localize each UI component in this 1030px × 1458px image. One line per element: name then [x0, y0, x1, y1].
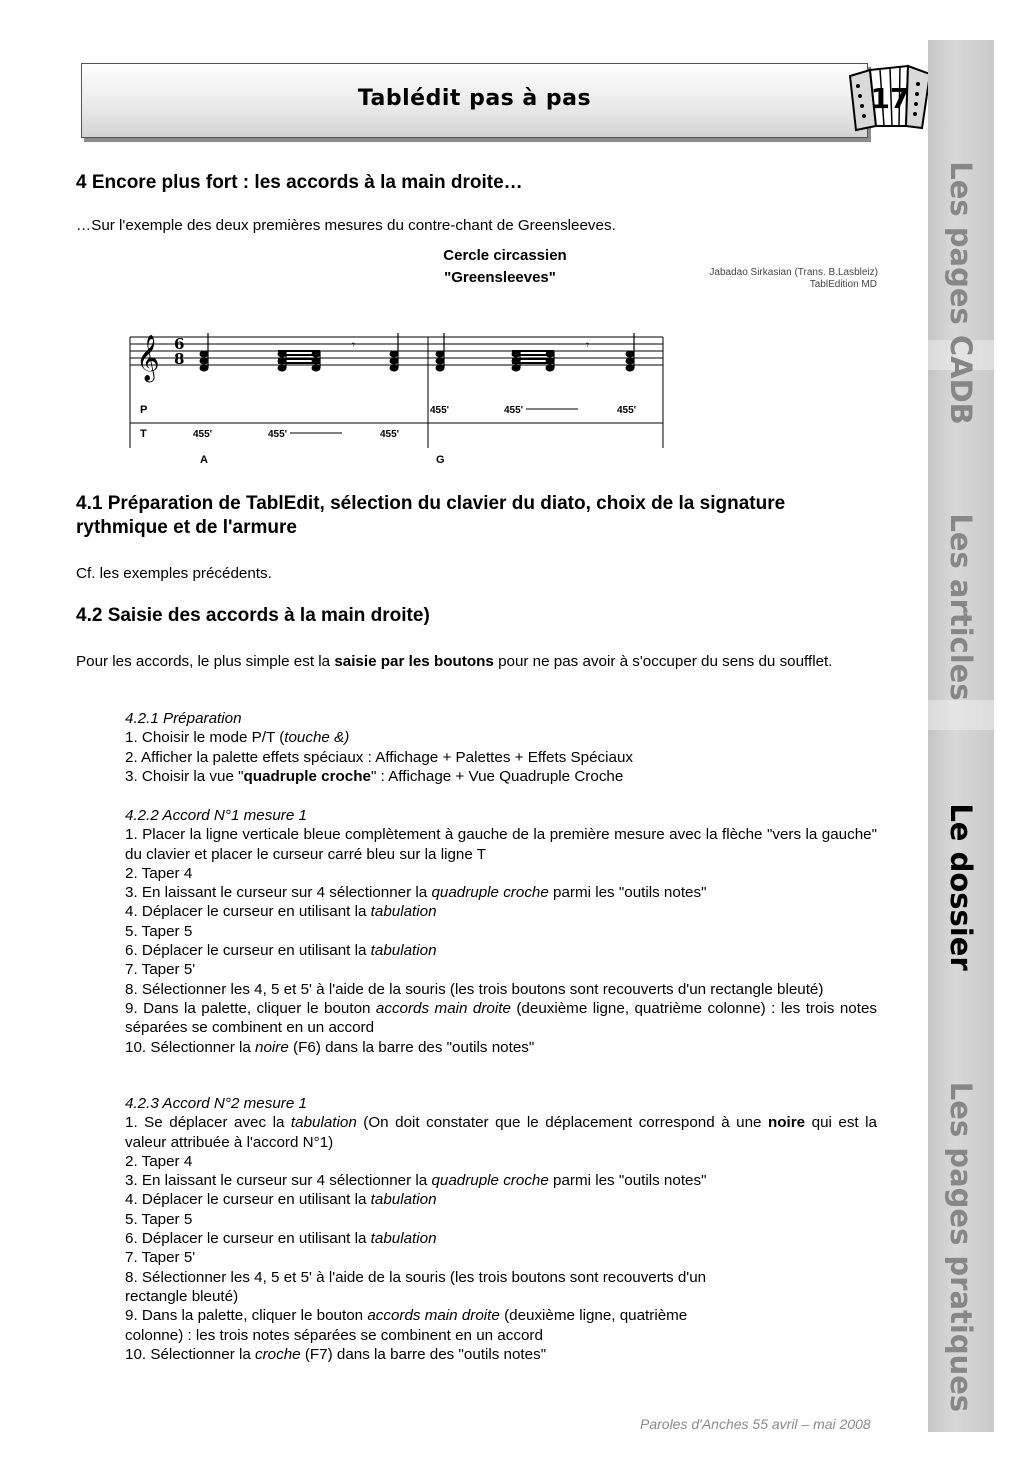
subsection-4-2-1 — [125, 709, 877, 786]
chord-name-a: A — [200, 454, 208, 466]
sidebar-item-les-pages-cadb[interactable]: Les pages CADB — [944, 161, 978, 425]
text-run: 10. Sélectionner la — [125, 1038, 256, 1056]
list-item — [125, 1306, 877, 1325]
list-item: 8. Sélectionner les 4, 5 et 5' à l'aide de la souris (les trois boutons sont recouverts d'un rectangle bleuté) — [125, 980, 824, 998]
tab-row-t-label: T — [140, 428, 147, 440]
list-item: 8. Sélectionner les 4, 5 et 5' à l'aide de la souris (les trois boutons sont recouverts d'un — [125, 1268, 707, 1286]
step-list — [125, 825, 877, 1057]
text-run-italic: quadruple croche — [431, 884, 549, 902]
list-item — [125, 999, 877, 1038]
list-item: 5. Taper 5 — [125, 1210, 193, 1228]
accordion-page-badge — [846, 62, 932, 134]
text-run: 3. En laissant le curseur sur 4 sélectionner la — [125, 884, 432, 902]
text-run: parmi les "outils notes" — [548, 884, 707, 902]
time-signature-top: 6 — [174, 335, 185, 353]
page-number: 17 — [870, 82, 910, 115]
text-run: 4. Déplacer le curseur en utilisant la — [125, 903, 371, 921]
list-item — [125, 902, 877, 921]
list-item — [125, 1345, 877, 1364]
subsection-4-2-2 — [125, 806, 877, 1057]
text-run-italic: croche — [255, 1345, 301, 1363]
sidebar-item-les-pages-pratiques[interactable]: Les pages pratiques — [944, 1081, 978, 1413]
list-item — [125, 1171, 877, 1190]
text-run: 9. Dans la palette, cliquer le bouton — [125, 1307, 368, 1325]
list-item: 1. Placer la ligne verticale bleue complètement à gauche de la première mesure avec la flèche "vers la gauche" du clavier et placer le curseur carré bleu sur la ligne T — [125, 826, 877, 863]
text-run-italic: quadruple croche — [431, 1172, 549, 1190]
section-sidebar — [928, 40, 994, 1432]
text-run-bold: noire — [767, 1114, 806, 1132]
text-run: 10. Sélectionner la — [125, 1345, 256, 1363]
section-4-1-text: Cf. les exemples précédents. — [76, 565, 272, 582]
section-4-2-title: 4.2 Saisie des accords à la main droite) — [76, 605, 430, 626]
text-run: (On doit constater que le déplacement correspond à une — [356, 1114, 768, 1132]
tab-value: 455' — [504, 405, 524, 416]
text-run: Pour les accords, le plus simple est la — [76, 653, 335, 670]
text-run-italic: touche &) — [284, 729, 350, 747]
section-4-intro: …Sur l'exemple des deux premières mesures du contre-chant de Greensleeves. — [76, 217, 616, 234]
text-run: 1. Se déplacer avec la — [125, 1114, 291, 1132]
list-item — [125, 767, 877, 786]
text-run: 1. Choisir le mode P/T ( — [125, 729, 285, 747]
treble-clef-icon: 𝄞 — [136, 335, 160, 381]
list-item — [125, 883, 877, 902]
tab-value: 455' — [617, 405, 637, 416]
score-credit: Jabadao Sirkasian (Trans. B.Lasbleiz) — [709, 267, 878, 278]
list-item: 7. Taper 5' — [125, 961, 196, 979]
chord-name-g: G — [436, 454, 445, 466]
text-run-bold: saisie par les boutons — [334, 653, 494, 670]
rest-symbol-2: 𝄾 — [586, 338, 590, 352]
section-4-2-text — [76, 652, 876, 671]
list-item — [125, 1113, 877, 1152]
text-run-italic: tabulation — [370, 903, 437, 921]
text-run: parmi les "outils notes" — [548, 1172, 707, 1190]
text-run: 3. En laissant le curseur sur 4 sélectionner la — [125, 1172, 432, 1190]
list-item — [125, 1229, 877, 1248]
tab-value: 455' — [268, 429, 288, 440]
section-4-title: 4 Encore plus fort : les accords à la main droite… — [76, 172, 523, 193]
list-item: 7. Taper 5' — [125, 1249, 196, 1267]
text-run: 3. Choisir la vue " — [125, 767, 244, 785]
step-list — [125, 1113, 877, 1364]
tab-value: 455' — [430, 405, 450, 416]
list-item: 2. Afficher la palette effets spéciaux : Affichage + Palettes + Effets Spéciaux — [125, 748, 633, 766]
text-run: " : Affichage + Vue Quadruple Croche — [370, 767, 624, 785]
score-title: Cercle circassien — [443, 247, 567, 264]
rest-symbol: 𝄾 — [352, 338, 356, 352]
list-item — [125, 941, 877, 960]
text-run: 6. Déplacer le curseur en utilisant la — [125, 1230, 371, 1248]
text-run: 9. Dans la palette, cliquer le bouton — [125, 999, 376, 1017]
list-item: 2. Taper 4 — [125, 1152, 193, 1170]
list-item: 5. Taper 5 — [125, 922, 193, 940]
subsection-heading: 4.2.1 Préparation — [125, 710, 242, 727]
text-run: (F6) dans la barre des "outils notes" — [288, 1038, 535, 1056]
text-run-italic: noire — [255, 1038, 289, 1056]
text-run: 6. Déplacer le curseur en utilisant la — [125, 942, 371, 960]
list-item: 2. Taper 4 — [125, 864, 193, 882]
text-run: qui est la valeur attribuée à l'accord N°1) — [125, 1114, 877, 1151]
music-score — [130, 245, 878, 470]
list-item — [125, 1038, 877, 1057]
text-run: pour ne pas avoir à s'occuper du sens du soufflet. — [493, 653, 833, 670]
section-4-1-title: 4.1 Préparation de TablEdit, sélection du clavier du diato, choix de la signature rythmique et de l'armure — [76, 493, 786, 538]
text-run: 4. Déplacer le curseur en utilisant la — [125, 1191, 371, 1209]
list-item: rectangle bleuté) — [125, 1287, 239, 1305]
sidebar-item-le-dossier[interactable]: Le dossier — [944, 803, 978, 971]
tab-row-p-label: P — [140, 404, 148, 416]
score-subtitle: "Greensleeves" — [444, 269, 556, 286]
text-run-italic: tabulation — [370, 1230, 437, 1248]
subsection-heading: 4.2.2 Accord N°1 mesure 1 — [125, 807, 307, 824]
subsection-heading: 4.2.3 Accord N°2 mesure 1 — [125, 1095, 307, 1112]
subsection-4-2-3 — [125, 1094, 877, 1364]
sidebar-divider — [928, 700, 994, 730]
step-list — [125, 728, 877, 786]
list-item: colonne) : les trois notes séparées se combinent en un accord — [125, 1326, 543, 1344]
page-header — [81, 63, 868, 138]
text-run-italic: accords main droite — [375, 999, 511, 1017]
list-item — [125, 728, 877, 747]
score-credit-2: TablEdition MD — [809, 279, 877, 290]
tab-value: 455' — [380, 429, 400, 440]
text-run: (deuxième ligne, quatrième colonne) : les trois notes séparées se combinent en un accord — [125, 999, 878, 1037]
header-title: Tablédit pas à pas — [357, 86, 592, 111]
page-footer: Paroles d'Anches 55 avril – mai 2008 — [640, 1416, 871, 1432]
text-run-italic: accords main droite — [367, 1307, 500, 1325]
text-run-bold: quadruple croche — [243, 767, 371, 785]
text-run: (deuxième ligne, quatrième — [499, 1307, 688, 1325]
tab-value: 455' — [193, 429, 213, 440]
text-run-italic: tabulation — [370, 1191, 437, 1209]
text-run: (F7) dans la barre des "outils notes" — [300, 1345, 547, 1363]
text-run-italic: tabulation — [290, 1114, 357, 1132]
list-item — [125, 1190, 877, 1209]
text-run-italic: tabulation — [370, 942, 437, 960]
time-signature-bottom: 8 — [174, 350, 185, 368]
sidebar-item-les-articles[interactable]: Les articles — [944, 513, 978, 701]
